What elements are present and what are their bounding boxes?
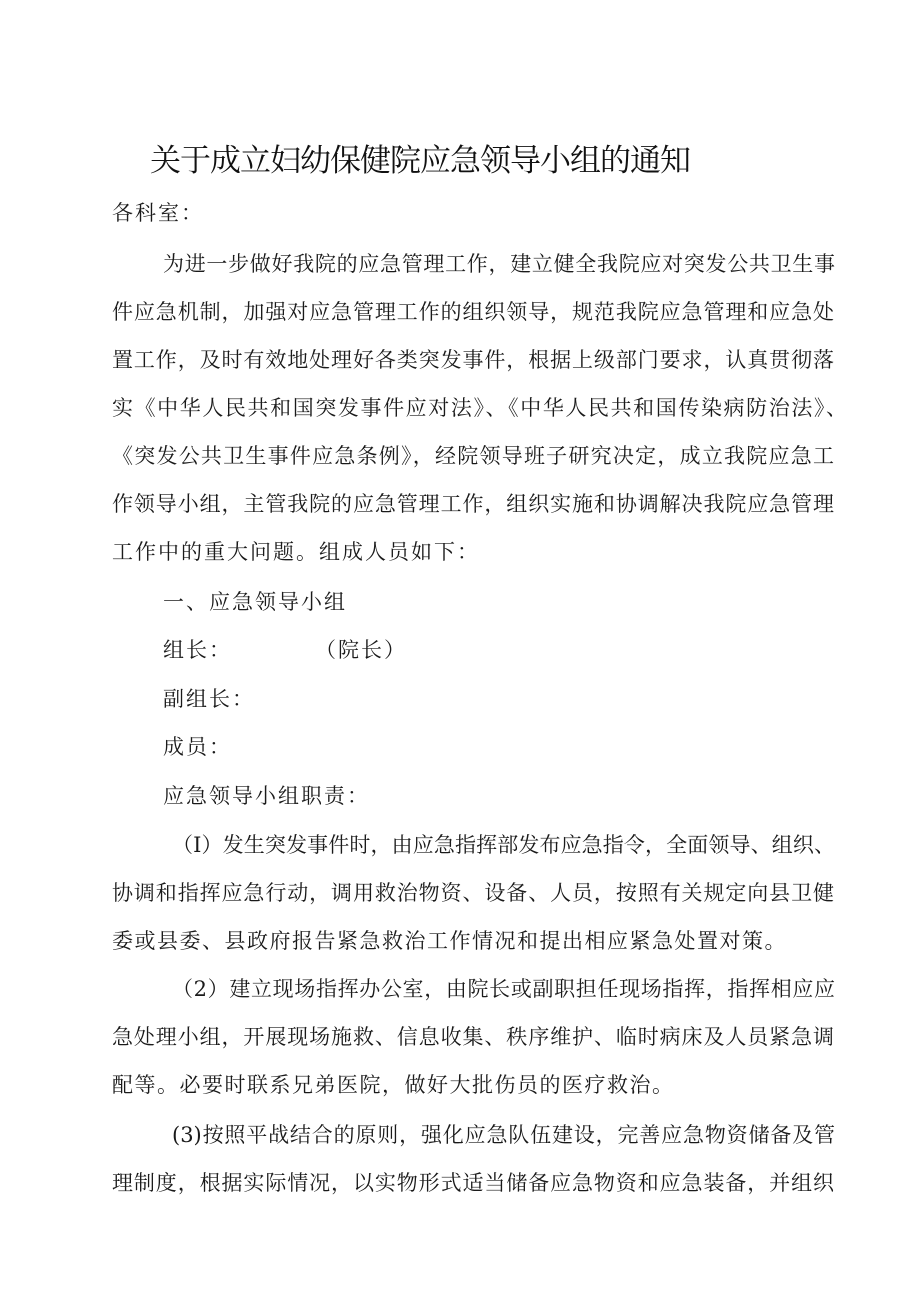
duty-line: （I）发生突发事件时，由应急指挥部发布应急指令，全面领导、组织、 [172,833,835,857]
leader-note: （院长） [315,638,407,662]
duty-line: （2）建立现场指挥办公室，由院长或副职担任现场指挥，指挥相应应 [172,977,835,1001]
paragraph-line: 件应急机制，加强对应急管理工作的组织领导，规范我院应急管理和应急处 [112,300,834,324]
section-heading: 一、应急领导小组 [163,590,347,614]
paragraph-line: 工作中的重大问题。组成人员如下： [112,540,480,564]
paragraph-line: 为进一步做好我院的应急管理工作，建立健全我院应对突发公共卫生事 [163,252,835,276]
paragraph-line: 置工作，及时有效地处理好各类突发事件，根据上级部门要求，认真贯彻落 [112,348,834,372]
duty-line: 理制度，根据实际情况，以实物形式适当储备应急物资和应急装备，并组织 [112,1171,834,1195]
paragraph-line: 《突发公共卫生事件应急条例》，经院领导班子研究决定，成立我院应急工 [112,444,834,468]
document-title: 关于成立妇幼保健院应急领导小组的通知 [150,143,690,179]
duty-line: 协调和指挥应急行动，调用救治物资、设备、人员，按照有关规定向县卫健 [112,881,834,905]
duty-line: (3)按照平战结合的原则，强化应急队伍建设，完善应急物资储备及管 [172,1123,835,1147]
duty-line: 配等。必要时联系兄弟医院，做好大批伤员的医疗救治。 [112,1073,675,1097]
deputy-label: 副组长： [163,687,255,711]
duty-line: 委或县委、县政府报告紧急救治工作情况和提出相应紧急处置对策。 [112,929,787,953]
members-label: 成员： [163,735,232,759]
duties-heading: 应急领导小组职责： [163,784,370,808]
duty-line: 急处理小组，开展现场施救、信息收集、秩序维护、临时病床及人员紧急调 [112,1025,834,1049]
leader-label: 组长： [163,638,232,662]
paragraph-line: 实《中华人民共和国突发事件应对法》、《中华人民共和国传染病防治法》、 [112,396,847,420]
salutation: 各科室： [112,201,204,225]
paragraph-line: 作领导小组，主管我院的应急管理工作，组织实施和协调解决我院应急管理 [112,492,834,516]
